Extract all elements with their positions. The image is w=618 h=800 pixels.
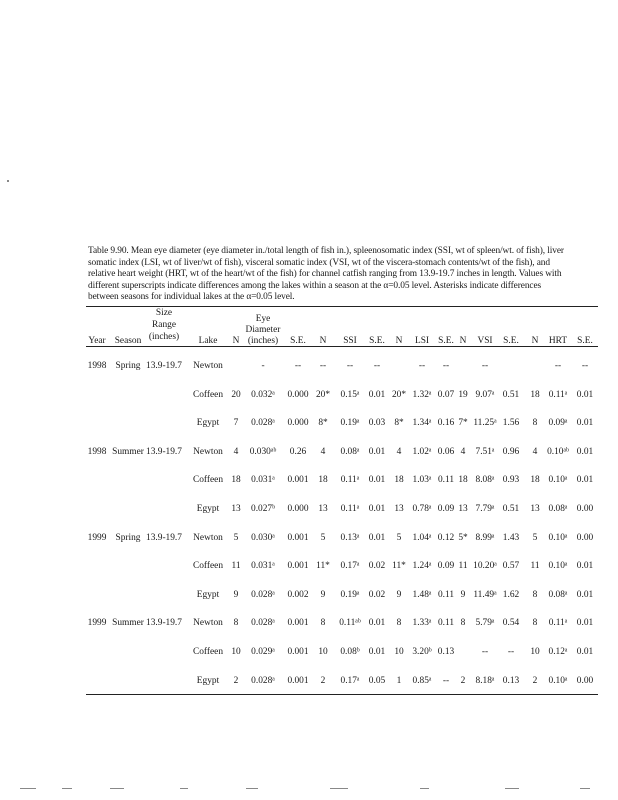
cell-n-hrt: 2 xyxy=(532,675,538,686)
cell-ssi: 0.19ᵃ xyxy=(340,418,360,429)
cell-hrt: 0.12ᵃ xyxy=(548,647,568,657)
cell-se-hrt: -- xyxy=(581,361,589,371)
cell-se-ssi: 0.01 xyxy=(368,647,386,657)
header-eye-line1: Eye xyxy=(255,314,271,324)
cell-se-eye: 0.000 xyxy=(287,504,309,514)
header-se3: S.E. xyxy=(438,336,454,346)
cell-se-vsi: 0.54 xyxy=(502,618,520,629)
cell-n-eye: 13 xyxy=(231,504,241,514)
cell-hrt: 0.11ᵃ xyxy=(548,389,568,400)
cell-se-vsi: 0.57 xyxy=(502,561,520,572)
cell-n-ssi: 11* xyxy=(316,561,330,572)
cell-se-lsi: 0.06 xyxy=(437,446,455,457)
cell-n-eye: 10 xyxy=(231,647,241,657)
footer-mark xyxy=(110,788,124,789)
cell-hrt: 0.10ᵃ xyxy=(548,675,568,686)
cell-n-ssi: 8 xyxy=(320,618,326,629)
cell-year: 1999 xyxy=(87,618,107,629)
cell-ssi: 0.13ᵃ xyxy=(340,532,360,543)
header-size-line1: Size xyxy=(155,308,173,318)
cell-n-hrt: 11 xyxy=(530,561,540,572)
cell-se-hrt: 0.01 xyxy=(576,418,594,429)
cell-n-hrt: 18 xyxy=(530,389,540,400)
cell-n-ssi: 10 xyxy=(318,647,328,657)
cell-n-vsi: 11 xyxy=(458,561,468,572)
cell-se-eye: 0.000 xyxy=(287,418,309,429)
cell-hrt: -- xyxy=(554,361,562,371)
cell-n-hrt: 5 xyxy=(532,532,538,543)
cell-n-hrt: 18 xyxy=(530,475,540,486)
cell-n-eye: 11 xyxy=(231,561,241,572)
cell-se-ssi: 0.02 xyxy=(368,589,386,600)
cell-n-hrt: 13 xyxy=(530,504,540,514)
cell-se-ssi: -- xyxy=(373,361,381,371)
cell-se-vsi: 0.51 xyxy=(502,504,520,514)
table-caption xyxy=(88,246,604,304)
cell-se-ssi: 0.05 xyxy=(368,675,386,686)
cell-n-hrt: 10 xyxy=(530,647,540,657)
cell-eye-diameter: 0.029ᵃ xyxy=(251,647,275,657)
cell-se-ssi: 0.01 xyxy=(368,532,386,543)
header-size-line2: Range xyxy=(152,320,176,330)
cell-vsi: 7.51ᵃ xyxy=(475,446,495,457)
cell-lake: Coffeen xyxy=(192,389,224,400)
cell-se-lsi: 0.11 xyxy=(437,475,455,486)
cell-season: Spring xyxy=(115,532,141,543)
header-size-line3: (inches) xyxy=(148,332,180,342)
header-eye-line3: (inches) xyxy=(247,336,279,346)
cell-lsi: 1.03ᵃ xyxy=(412,475,432,486)
cell-lsi: 1.04ᵃ xyxy=(412,532,432,543)
cell-eye-diameter: - xyxy=(261,361,265,371)
header-n3: N xyxy=(395,336,403,346)
cell-se-vsi: 0.96 xyxy=(502,446,520,457)
header-lsi: LSI xyxy=(414,336,430,346)
cell-n-ssi: -- xyxy=(319,361,327,371)
cell-vsi: 5.79ᵃ xyxy=(475,618,495,629)
caption-line: somatic index (LSI, wt of liver/wt of fish), visceral somatic index (VSI, wt of the viscera-stomach contents/wt of the fish), and xyxy=(88,257,550,268)
cell-se-lsi: 0.11 xyxy=(437,589,455,600)
cell-se-hrt: 0.01 xyxy=(576,389,594,400)
cell-se-ssi: 0.02 xyxy=(368,561,386,572)
cell-n-eye: 9 xyxy=(233,589,239,600)
cell-vsi: 7.79ᵃ xyxy=(475,504,495,514)
cell-year: 1999 xyxy=(87,532,107,543)
cell-n-vsi: 13 xyxy=(458,504,468,514)
footer-mark xyxy=(62,788,72,789)
cell-hrt: 0.09ᵃ xyxy=(548,418,568,429)
cell-se-eye: 0.001 xyxy=(287,475,309,486)
footer-mark xyxy=(246,788,258,789)
cell-hrt: 0.10ᵃ xyxy=(548,475,568,486)
cell-n-vsi: 19 xyxy=(458,389,468,400)
cell-n-eye: 18 xyxy=(231,475,241,486)
cell-lake: Coffeen xyxy=(192,475,224,486)
cell-se-vsi: 0.93 xyxy=(502,475,520,486)
cell-se-eye: 0.001 xyxy=(287,618,309,629)
cell-season: Spring xyxy=(115,361,141,371)
cell-se-ssi: 0.03 xyxy=(368,418,386,429)
cell-se-hrt: 0.01 xyxy=(576,475,594,486)
footer-mark xyxy=(20,788,36,789)
cell-n-hrt: 8 xyxy=(532,618,538,629)
cell-se-hrt: 0.00 xyxy=(576,532,594,543)
cell-n-vsi: 2 xyxy=(460,675,466,686)
cell-lsi: 0.85ᵃ xyxy=(412,675,432,686)
cell-lsi: 3.20ᵇ xyxy=(412,647,432,657)
footer-mark xyxy=(505,788,519,789)
cell-vsi: 8.08ᵃ xyxy=(475,475,495,486)
header-ssi: SSI xyxy=(343,336,357,346)
cell-n-ssi: 9 xyxy=(320,589,326,600)
cell-ssi: -- xyxy=(346,361,354,371)
cell-se-lsi: 0.09 xyxy=(437,504,455,514)
cell-se-ssi: 0.01 xyxy=(368,618,386,629)
cell-ssi: 0.17ᵃ xyxy=(340,561,360,572)
header-n5: N xyxy=(531,336,539,346)
cell-vsi: 11.49ᵃ xyxy=(473,589,497,600)
header-hrt: HRT xyxy=(548,336,568,346)
header-se1: S.E. xyxy=(290,336,306,346)
cell-ssi: 0.11ᵃ xyxy=(340,504,360,514)
cell-n-lsi: 13 xyxy=(394,504,404,514)
cell-n-lsi: 9 xyxy=(396,589,402,600)
cell-n-ssi: 18 xyxy=(318,475,328,486)
header-n2: N xyxy=(319,336,327,346)
cell-vsi: 8.18ᵃ xyxy=(475,675,495,686)
cell-lake: Egypt xyxy=(196,675,220,686)
cell-se-vsi: 0.51 xyxy=(502,389,520,400)
cell-lsi: 1.02ᵃ xyxy=(412,446,432,457)
cell-se-eye: 0.002 xyxy=(287,589,309,600)
cell-se-hrt: 0.00 xyxy=(576,675,594,686)
header-vsi: VSI xyxy=(477,336,493,346)
cell-se-vsi: 1.56 xyxy=(502,418,520,429)
cell-ssi: 0.19ᵃ xyxy=(340,589,360,600)
header-year: Year xyxy=(88,336,106,346)
table-header-rule xyxy=(86,346,598,347)
cell-n-ssi: 8* xyxy=(318,418,328,429)
cell-lsi: 0.78ᵃ xyxy=(412,504,432,514)
cell-n-eye: 7 xyxy=(233,418,239,429)
cell-lsi: 1.48ᵃ xyxy=(412,589,432,600)
cell-n-vsi: 18 xyxy=(458,475,468,486)
cell-se-ssi: 0.01 xyxy=(368,389,386,400)
cell-n-lsi: 4 xyxy=(396,446,402,457)
cell-vsi: -- xyxy=(481,647,489,657)
cell-n-eye: 4 xyxy=(233,446,239,457)
cell-vsi: 10.20ᵃ xyxy=(473,561,497,572)
cell-size-range: 13.9-19.7 xyxy=(146,618,182,629)
cell-eye-diameter: 0.031ᵃ xyxy=(251,475,275,486)
cell-n-hrt: 8 xyxy=(532,589,538,600)
table-bottom-rule xyxy=(86,694,598,695)
cell-lake: Newton xyxy=(193,446,223,457)
cell-lsi: 1.33ᵃ xyxy=(412,618,432,629)
cell-eye-diameter: 0.028ᵃ xyxy=(251,618,275,629)
cell-n-eye: 5 xyxy=(233,532,239,543)
cell-n-lsi: 5 xyxy=(396,532,402,543)
cell-ssi: 0.11ᵃ xyxy=(340,475,360,486)
cell-se-hrt: 0.01 xyxy=(576,561,594,572)
header-n4: N xyxy=(459,336,467,346)
cell-vsi: 11.25ᵃ xyxy=(473,418,497,429)
cell-size-range: 13.9-19.7 xyxy=(146,361,182,371)
cell-eye-diameter: 0.028ᵃ xyxy=(251,675,275,686)
footer-mark xyxy=(420,788,429,789)
cell-eye-diameter: 0.032ᵃ xyxy=(251,389,275,400)
cell-se-lsi: 0.12 xyxy=(437,532,455,543)
cell-year: 1998 xyxy=(87,446,107,457)
cell-hrt: 0.08ᵃ xyxy=(548,504,568,514)
header-n1: N xyxy=(232,336,240,346)
cell-se-lsi: -- xyxy=(442,675,450,686)
cell-se-ssi: 0.01 xyxy=(368,504,386,514)
cell-hrt: 0.08ᵃ xyxy=(548,589,568,600)
cell-n-ssi: 2 xyxy=(320,675,326,686)
cell-eye-diameter: 0.028ᵃ xyxy=(251,589,275,600)
footer-mark xyxy=(180,788,188,789)
cell-se-vsi: 1.62 xyxy=(502,589,520,600)
cell-ssi: 0.08ᵃ xyxy=(340,446,360,457)
cell-lake: Newton xyxy=(193,532,223,543)
cell-se-hrt: 0.01 xyxy=(576,647,594,657)
cell-n-hrt: 8 xyxy=(532,418,538,429)
cell-se-lsi: 0.09 xyxy=(437,561,455,572)
cell-se-lsi: 0.11 xyxy=(437,618,455,629)
cell-se-eye: -- xyxy=(294,361,302,371)
cell-vsi: -- xyxy=(481,361,489,371)
cell-lsi: 1.34ᵃ xyxy=(412,418,432,429)
cell-se-lsi: -- xyxy=(442,361,450,371)
cell-n-lsi: 8* xyxy=(394,418,404,429)
cell-ssi: 0.17ᵃ xyxy=(340,675,360,686)
cell-season: Summer xyxy=(112,446,144,457)
cell-lake: Newton xyxy=(193,618,223,629)
cell-hrt: 0.10ᵃ xyxy=(548,561,568,572)
cell-lake: Coffeen xyxy=(192,561,224,572)
cell-lake: Egypt xyxy=(196,504,220,514)
cell-n-ssi: 5 xyxy=(320,532,326,543)
cell-n-vsi: 8 xyxy=(460,618,466,629)
cell-n-lsi: 1 xyxy=(396,675,402,686)
cell-year: 1998 xyxy=(87,361,107,371)
cell-se-eye: 0.001 xyxy=(287,647,309,657)
footer-mark xyxy=(330,788,348,789)
cell-se-lsi: 0.07 xyxy=(437,389,455,400)
cell-n-eye: 2 xyxy=(233,675,239,686)
header-lake: Lake xyxy=(198,336,218,346)
cell-se-eye: 0.001 xyxy=(287,675,309,686)
caption-line: different superscripts indicate differences among the lakes within a season at the α=0.05 level. Asterisks indicate differences xyxy=(88,280,542,291)
cell-n-vsi: 7* xyxy=(458,418,468,429)
cell-eye-diameter: 0.030ᵃᵇ xyxy=(249,446,277,457)
cell-lsi: 1.32ᵃ xyxy=(412,389,432,400)
cell-n-lsi: 8 xyxy=(396,618,402,629)
cell-se-hrt: 0.01 xyxy=(576,618,594,629)
cell-se-hrt: 0.01 xyxy=(576,589,594,600)
caption-line: relative heart weight (HRT, wt of the heart/wt of the fish) for channel catfish ranging from 13.9-19.7 inches in length. Values with xyxy=(88,269,562,280)
cell-hrt: 0.10ᵃᵇ xyxy=(547,446,569,457)
header-se2: S.E. xyxy=(369,336,385,346)
cell-lsi: 1.24ᵃ xyxy=(412,561,432,572)
cell-ssi: 0.15ᵃ xyxy=(340,389,360,400)
cell-n-vsi: 4 xyxy=(460,446,466,457)
cell-season: Summer xyxy=(112,618,144,629)
cell-n-hrt: 4 xyxy=(532,446,538,457)
cell-eye-diameter: 0.030ᵃ xyxy=(251,532,275,543)
cell-lake: Coffeen xyxy=(192,647,224,657)
cell-eye-diameter: 0.031ᵃ xyxy=(251,561,275,572)
cell-n-eye: 20 xyxy=(231,389,241,400)
cell-eye-diameter: 0.028ᵃ xyxy=(251,418,275,429)
cell-n-vsi: 5* xyxy=(458,532,468,543)
cell-se-eye: 0.001 xyxy=(287,561,309,572)
cell-lake: Newton xyxy=(193,361,223,371)
cell-se-hrt: 0.00 xyxy=(576,504,594,514)
cell-size-range: 13.9-19.7 xyxy=(146,532,182,543)
cell-n-lsi: 20* xyxy=(391,389,407,400)
table-top-rule xyxy=(86,306,598,307)
cell-vsi: 8.99ᵃ xyxy=(475,532,495,543)
cell-se-eye: 0.000 xyxy=(287,389,309,400)
cell-se-eye: 0.26 xyxy=(289,446,307,457)
cell-se-lsi: 0.16 xyxy=(437,418,455,429)
cell-n-eye: 8 xyxy=(233,618,239,629)
header-eye-line2: Diameter xyxy=(245,325,281,335)
cell-ssi: 0.11ᵃᵇ xyxy=(339,618,361,629)
cell-lsi: -- xyxy=(418,361,426,371)
caption-line: between seasons for individual lakes at the α=0.05 level. xyxy=(88,292,295,303)
cell-se-lsi: 0.13 xyxy=(437,647,455,657)
cell-se-hrt: 0.01 xyxy=(576,446,594,457)
cell-n-ssi: 13 xyxy=(318,504,328,514)
footer-mark xyxy=(580,788,590,789)
cell-hrt: 0.10ᵃ xyxy=(548,532,568,543)
cell-n-lsi: 11* xyxy=(392,561,406,572)
cell-ssi: 0.08ᵇ xyxy=(340,647,360,657)
caption-line: Table 9.90. Mean eye diameter (eye diameter in./total length of fish in.), spleenosomatic index (SSI, wt of spleen/wt. of fish), liver xyxy=(88,246,564,256)
header-se5: S.E. xyxy=(577,336,593,346)
scan-speck xyxy=(7,180,9,182)
cell-n-ssi: 20* xyxy=(315,389,331,400)
cell-se-eye: 0.001 xyxy=(287,532,309,543)
cell-se-vsi: 1.43 xyxy=(502,532,520,543)
cell-n-lsi: 10 xyxy=(394,647,404,657)
scan-footer-noise xyxy=(0,788,618,796)
cell-size-range: 13.9-19.7 xyxy=(146,446,182,457)
cell-se-ssi: 0.01 xyxy=(368,475,386,486)
cell-hrt: 0.11ᵃ xyxy=(548,618,568,629)
cell-lake: Egypt xyxy=(196,418,220,429)
cell-n-ssi: 4 xyxy=(320,446,326,457)
cell-n-vsi: 9 xyxy=(460,589,466,600)
header-season: Season xyxy=(114,336,142,346)
cell-vsi: 9.07ᵃ xyxy=(475,389,495,400)
cell-se-vsi: 0.13 xyxy=(502,675,520,686)
cell-lake: Egypt xyxy=(196,589,220,600)
header-se4: S.E. xyxy=(503,336,519,346)
cell-se-vsi: -- xyxy=(507,647,515,657)
cell-se-ssi: 0.01 xyxy=(368,446,386,457)
cell-n-lsi: 18 xyxy=(394,475,404,486)
cell-eye-diameter: 0.027ᵇ xyxy=(251,504,275,514)
